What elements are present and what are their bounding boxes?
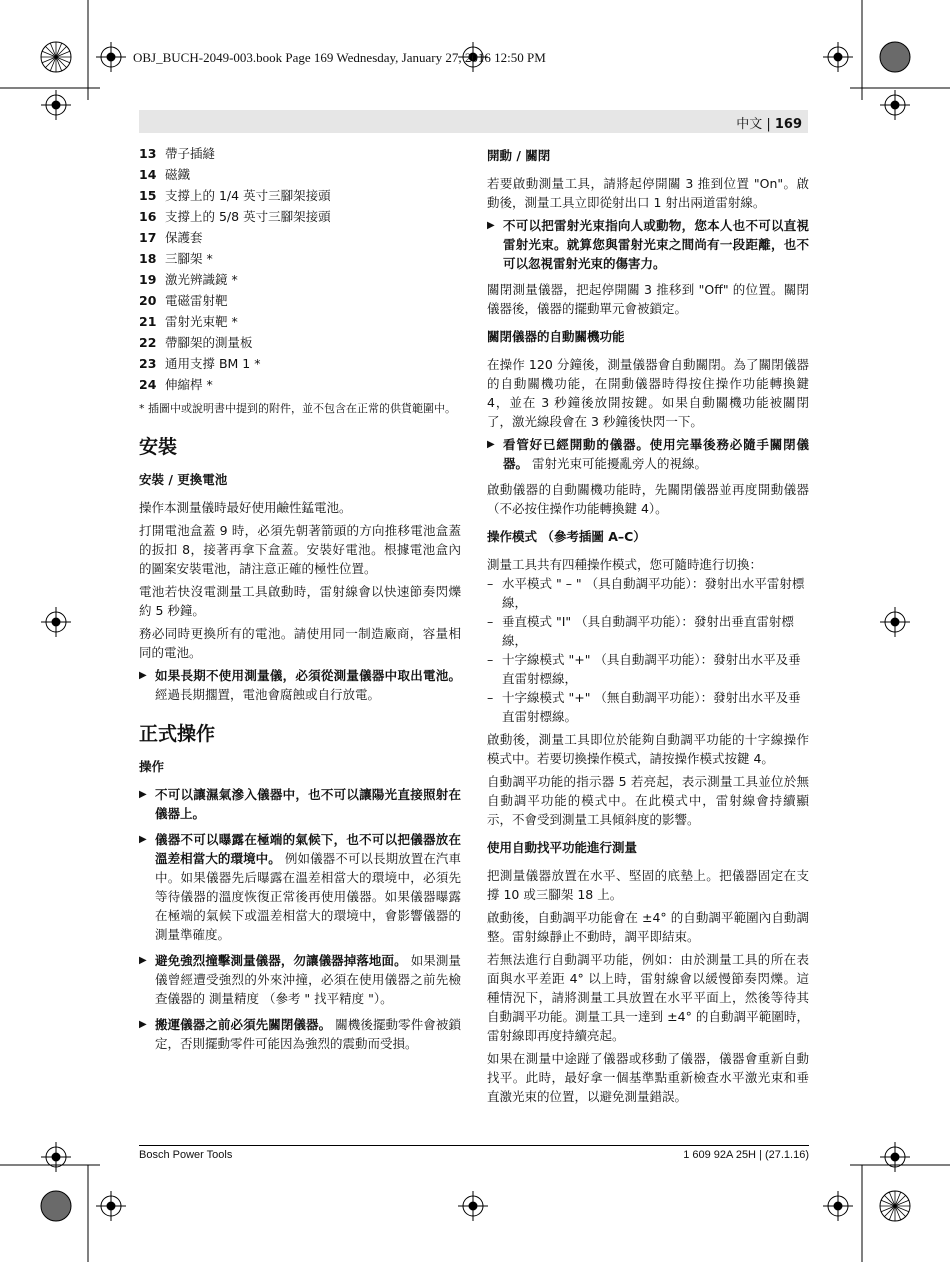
crosshair-icon <box>880 1142 910 1172</box>
triangle-bullet-icon: ▶ <box>139 955 147 966</box>
footer-brand: Bosch Power Tools <box>139 1149 233 1161</box>
list-item: 23 通用支撐 BM 1 * <box>139 356 261 371</box>
footer-rule <box>139 1145 809 1146</box>
header-band <box>139 110 808 133</box>
warning-bullet: ▶ 儀器不可以曝露在極端的氣候下，也不可以把儀器放在溫差相當大的環境中。 例如儀器不可以長期放置在汽車中。如果儀器先后曝露在溫差相當大的環境中，必須先等待儀器的溫度恢復正常後再使用儀器。如果儀器曝露在極端的氣候下或溫差相當大的環境中，會影響儀器的測量準確度。 <box>139 832 461 942</box>
subsection-title-onoff: 開動 / 關閉 <box>487 148 551 163</box>
list-item: 16 支撐上的 5/8 英寸三腳架接頭 <box>139 209 331 224</box>
subsection-title-modes: 操作模式 （參考插圖 A–C） <box>487 529 646 544</box>
list-item: 18 三腳架 * <box>139 251 213 266</box>
list-item: 15 支撐上的 1/4 英寸三腳架接頭 <box>139 188 331 203</box>
triangle-bullet-icon: ▶ <box>139 789 147 800</box>
crosshair-icon <box>458 1191 488 1221</box>
parts-footnote: * 插圖中或說明書中提到的附件，並不包含在正常的供貨範圍中。 <box>139 402 456 415</box>
list-item: 22 帶腳架的測量板 <box>139 335 253 350</box>
crosshair-icon <box>96 1191 126 1221</box>
paragraph: 測量工具共有四種操作模式，您可隨時進行切換： <box>487 557 763 572</box>
warning-bullet: ▶ 不可以把雷射光束指向人或動物，您本人也不可以直視雷射光束。就算您與雷射光束之間尚有一段距離，也不可以忽視雷射光束的傷害力。 <box>487 218 809 271</box>
starburst-icon <box>41 42 71 72</box>
starburst-icon <box>880 1191 910 1221</box>
paragraph: 若要啟動測量工具，請將起停開關 3 推到位置 "On"。啟動後，測量工具立即從射出口 1 射出兩道雷射線。 <box>487 176 809 210</box>
crosshair-icon <box>96 42 126 72</box>
list-item: 20 電磁雷射靶 <box>139 293 228 308</box>
paragraph: 務必同時更換所有的電池。請使用同一制造廠商，容量相同的電池。 <box>139 626 461 660</box>
list-item: 14 磁鐵 <box>139 167 191 182</box>
paragraph: 如果在測量中途踫了儀器或移動了儀器，儀器會重新自動找平。此時，最好拿一個基準點重新檢查水平激光束和垂直激光束的位置，以避免測量錯誤。 <box>487 1051 809 1104</box>
paragraph: 在操作 120 分鐘後，測量儀器會自動關閉。為了關閉儀器的自動關機功能，在開動儀器時得按住操作功能轉換鍵 4，並在 3 秒鐘後放開按鍵。如果自動關機功能被關閉了，激光線段會在 3 秒鐘後快閃一下。 <box>487 357 809 429</box>
page-number: 169 <box>774 117 802 132</box>
list-item: 13 帶子插縫 <box>139 146 216 161</box>
right-column <box>487 143 809 1110</box>
triangle-bullet-icon: ▶ <box>139 670 147 681</box>
warning-bullet: ▶ 如果長期不使用測量儀，必須從測量儀器中取出電池。 經過長期擱置，電池會腐蝕或自行放電。 <box>139 668 461 702</box>
subsection-title-leveling: 使用自動找平功能進行測量 <box>487 840 638 855</box>
gray-dot-icon <box>880 42 910 72</box>
left-column <box>139 143 461 1060</box>
parts-list <box>139 143 461 395</box>
subsection-title-operation: 操作 <box>139 759 165 774</box>
gray-dot-icon <box>41 1191 71 1221</box>
paragraph: 啟動儀器的自動關機功能時，先關閉儀器並再度開動儀器 （不必按住操作功能轉換鍵 4）。 <box>487 482 809 516</box>
paragraph: 啟動後，自動調平功能會在 ±4° 的自動調平範圍內自動調整。雷射線靜止不動時，調平即結束。 <box>487 910 809 944</box>
list-item: – 垂直模式 "I" （具自動調平功能）：發射出垂直雷射標線， <box>487 614 794 648</box>
paragraph: 把測量儀器放置在水平、堅固的底墊上。把儀器固定在支撐 10 或三腳架 18 上。 <box>487 868 809 902</box>
crosshair-icon <box>880 607 910 637</box>
language-label: 中文 <box>736 117 763 132</box>
warning-bullet: ▶ 避免強烈撞擊測量儀器，勿讓儀器掉落地面。 如果測量儀曾經遭受強烈的外來沖撞，必須在使用儀器之前先檢查儀器的 測量精度 （參考 " 找平精度 "）。 <box>139 953 461 1006</box>
modes-list <box>487 574 809 726</box>
section-title-operation: 正式操作 <box>139 723 216 745</box>
crosshair-icon <box>41 607 71 637</box>
paragraph: 若無法進行自動調平功能，例如：由於測量工具的所在表面與水平差距 4° 以上時，雷射線會以緩慢節奏閃爍。這種情況下，請將測量工具放置在水平平面上，然後等待其自動調平功能。測量工具一達到 ±4° 的自動調平範圍時，雷射線即再度持續亮起。 <box>487 952 809 1043</box>
list-item: 17 保護套 <box>139 230 203 245</box>
file-header: OBJ_BUCH-2049-003.book Page 169 Wednesday, January 27, 2016 12:50 PM <box>133 50 546 65</box>
list-item: 19 激光辨識鏡 * <box>139 272 238 287</box>
triangle-bullet-icon: ▶ <box>139 834 147 845</box>
crosshair-icon <box>41 90 71 120</box>
paragraph: 關閉測量儀器，把起停開關 3 推移到 "Off" 的位置。關閉儀器後，儀器的擺動單元會被鎖定。 <box>487 282 809 316</box>
warning-bullet: ▶ 不可以讓濕氣滲入儀器中，也不可以讓陽光直接照射在儀器上。 <box>139 787 461 821</box>
paragraph: 電池若快沒電測量工具啟動時，雷射線會以快速節奏閃爍約 5 秒鐘。 <box>139 584 461 618</box>
list-item: 24 伸縮桿 * <box>139 377 213 392</box>
triangle-bullet-icon: ▶ <box>487 220 495 231</box>
list-item: – 十字線模式 "+" （無自動調平功能）：發射出水平及垂直雷射標線。 <box>487 690 801 724</box>
crosshair-icon <box>823 1191 853 1221</box>
subsection-title-battery: 安裝 / 更換電池 <box>139 472 228 487</box>
paragraph: 自動調平功能的指示器 5 若亮起，表示測量工具並位於無自動調平功能的模式中。在此模式中，雷射線會持續顯示，不會受到測量工具傾斜度的影響。 <box>487 774 809 827</box>
crosshair-icon <box>41 1142 71 1172</box>
paragraph: 啟動後，測量工具即位於能夠自動調平功能的十字線操作模式中。若要切換操作模式，請按操作模式按鍵 4。 <box>487 732 809 766</box>
list-item: 21 雷射光束靶 * <box>139 314 238 329</box>
paragraph: 打開電池盒蓋 9 時，必須先朝著箭頭的方向推移電池盒蓋的扳扣 8，接著再拿下盒蓋。安裝好電池。根據電池盒內的圖案安裝電池，請注意正確的極性位置。 <box>139 523 461 576</box>
paragraph: 操作本測量儀時最好使用鹼性錳電池。 <box>139 500 352 515</box>
warning-bullet: ▶ 搬運儀器之前必須先關閉儀器。 關機後擺動零件會被鎖定，否則擺動零件可能因為強烈的震動而受損。 <box>139 1017 461 1051</box>
crosshair-icon <box>823 42 853 72</box>
crosshair-icon <box>880 90 910 120</box>
page-header: 中文 | 169 <box>736 117 802 132</box>
section-title-install: 安裝 <box>139 436 178 458</box>
triangle-bullet-icon: ▶ <box>487 439 495 450</box>
list-item: – 十字線模式 "+" （具自動調平功能）：發射出水平及垂直雷射標線， <box>487 652 801 686</box>
list-item: – 水平模式 " – " （具自動調平功能）：發射出水平雷射標線， <box>487 576 805 610</box>
subsection-title-auto-off: 關閉儀器的自動關機功能 <box>487 329 625 344</box>
triangle-bullet-icon: ▶ <box>139 1019 147 1030</box>
warning-bullet: ▶ 看管好已經開動的儀器。使用完畢後務必隨手關閉儀器。 雷射光束可能擾亂旁人的視線。 <box>487 437 809 471</box>
footer-doc-number: 1 609 92A 25H | (27.1.16) <box>683 1149 809 1161</box>
